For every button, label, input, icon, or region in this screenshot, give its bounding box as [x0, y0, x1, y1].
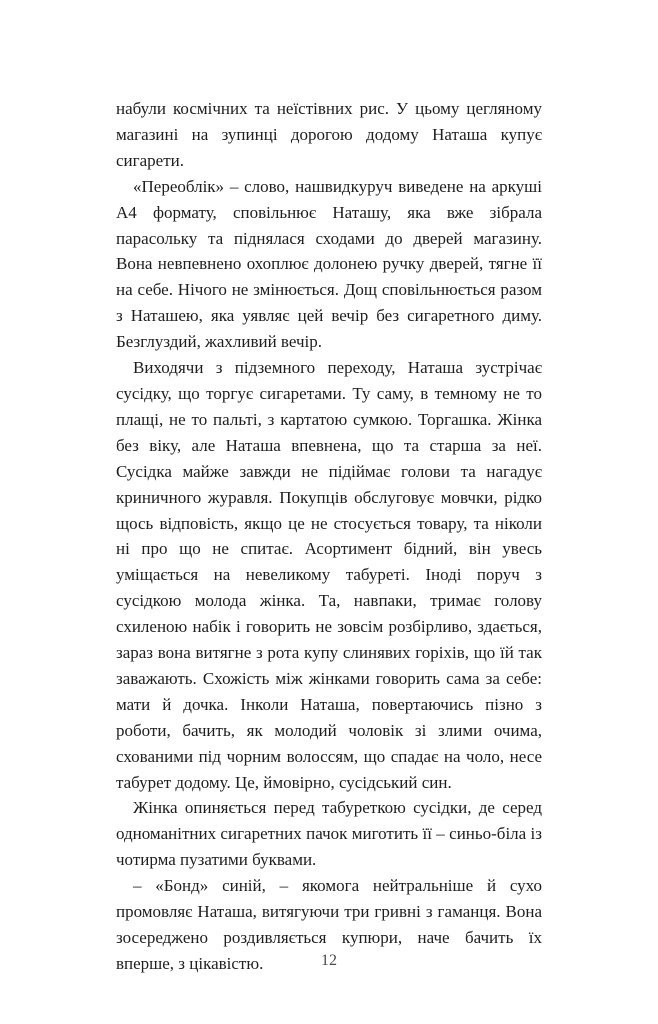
- paragraph-continuation: набули космічних та неїстівних рис. У цьому цегляному магазині на зупинці дорогою додому Наташа купує сигарети.: [116, 99, 542, 170]
- paragraph: – «Бонд» синій, – якомога нейтральніше й сухо промовляє Наташа, витягуючи три гривні з гаманця. Вона зосереджено роздивляється купюри, наче бачить їх вперше, з цікавістю.: [116, 876, 542, 973]
- paragraph: Виходячи з підземного переходу, Наташа зустрічає сусідку, що торгує сигаретами. Ту саму, в темному не то плащі, не то пальті, з картатою сумкою. Торгашка. Жінка без віку, але Наташа впевнена, що та старша за неї. Сусідка майже завжди не підіймає голови та нагадує криничного журавля. Покупців обслуговує мовчки, рідко щось відповість, якщо це не стосується товару, та ніколи ні про що не спитає. Асортимент бідний, він увесь уміщається на невеликому табуреті. Іноді поруч з сусідкою молода жінка. Та, навпаки, тримає голову схиленою набік і говорить не зовсім розбірливо, здається, зараз вона витягне з рота купу слинявих горіхів, що їй так заважають. Схожість між жінками говорить сама за себе: мати й дочка. Інколи Наташа, повертаючись пізно з роботи, бачить, як молодий чоловік зі злими очима, схованими під чорним волоссям, що спадає на чоло, несе табурет додому. Це, ймовірно, сусідський син.: [116, 358, 542, 792]
- paragraph: Жінка опиняється перед табуреткою сусідки, де серед одноманітних сигаретних пачок миготить її – синьо-біла із чотирма пузатими буквами.: [116, 798, 542, 870]
- paragraph: «Переоблік» – слово, нашвидкуруч виведене на аркуші А4 формату, сповільнює Наташу, яка вже зібрала парасольку та піднялася сходами до дверей магазину. Вона невпевнено охоплює долонею ручку дверей, тягне її на себе. Нічого не змінюється. Дощ сповільнюється разом з Наташею, яка уявляє цей вечір без сигаретного диму. Безглуздий, жахливий вечір.: [116, 176, 542, 352]
- page-body: [116, 96, 542, 977]
- page-number: 12: [321, 952, 337, 969]
